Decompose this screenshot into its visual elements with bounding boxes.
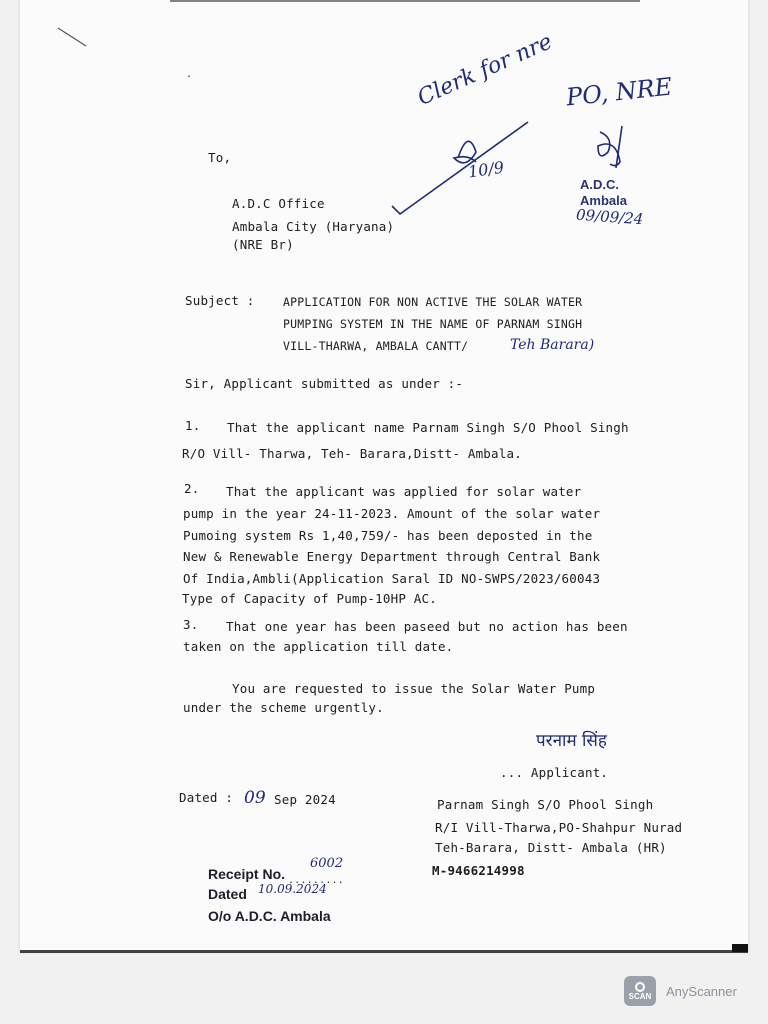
point-3-line-2: taken on the application till date. — [183, 639, 454, 654]
recipient-line-2: Ambala City (Haryana) — [232, 219, 395, 234]
point-1-line-2: R/O Vill- Tharwa, Teh- Barara,Distt- Ambala. — [182, 446, 522, 461]
to-label: To, — [208, 150, 232, 165]
request-line-2: under the scheme urgently. — [183, 700, 384, 715]
page-top-edge — [170, 0, 640, 2]
dated-day: 09 — [244, 788, 266, 808]
subject-line-1: APPLICATION FOR NON ACTIVE THE SOLAR WATER — [283, 295, 583, 309]
stamp-date: 09/09/24 — [575, 205, 644, 229]
watermark-app-name: AnyScanner — [666, 983, 737, 999]
recipient-line-3: (NRE Br) — [232, 237, 294, 252]
point-1-line-1: That the applicant name Parnam Singh S/O Phool Singh — [227, 420, 629, 435]
marginal-note: Clerk for nre — [414, 29, 557, 111]
applicant-signature: परनाम सिंह — [536, 731, 607, 751]
salutation: Sir, Applicant submitted as under :- — [185, 376, 464, 391]
receipt-dated-value: 10.09.2024 — [258, 882, 327, 896]
point-2-line-2: pump in the year 24-11-2023. Amount of the solar water — [183, 506, 601, 521]
receipt-number-value: 6002 — [310, 856, 344, 871]
scan-app-icon — [624, 976, 656, 1006]
page-corner-mark — [732, 944, 748, 952]
point-2-line-1: That the applicant was applied for solar water — [226, 484, 582, 499]
point-3-line-1: That one year has been paseed but no action has been — [226, 619, 628, 634]
point-3-number: 3. — [183, 617, 199, 632]
stamp-title: A.D.C. — [580, 177, 619, 192]
applicant-mobile: M-9466214998 — [432, 863, 525, 878]
stamp-place: Ambala — [580, 193, 627, 208]
subject-handwritten: Teh Barara) — [510, 337, 595, 353]
point-2-line-5: Of India,Ambli(Application Saral ID NO-SWPS/2023/60043 — [183, 571, 601, 586]
stray-dot: . — [186, 69, 193, 80]
subject-line-3: VILL-THARWA, AMBALA CANTT/ — [283, 339, 469, 353]
applicant-address-2: Teh-Barara, Distt- Ambala (HR) — [435, 840, 667, 855]
closing-applicant: ... Applicant. — [500, 765, 609, 780]
receipt-dated-label: Dated — [208, 886, 247, 902]
point-2-line-3: Pumoing system Rs 1,40,759/- has been deposted in the — [183, 528, 593, 543]
receipt-number-label: Receipt No. — [208, 866, 286, 882]
pen-mark — [56, 26, 88, 48]
applicant-address-1: R/I Vill-Tharwa,PO-Shahpur Nurad — [435, 820, 683, 835]
request-line-1: You are requested to issue the Solar Water Pump — [232, 681, 596, 696]
initial-signature-stroke — [388, 118, 538, 218]
subject-line-2: PUMPING SYSTEM IN THE NAME OF PARNAM SINGH — [283, 317, 583, 331]
subject-label: Subject : — [185, 293, 255, 308]
dated-month-year: Sep 2024 — [274, 792, 336, 807]
page-bottom-edge — [20, 950, 748, 953]
point-2-number: 2. — [184, 481, 200, 496]
point-1-number: 1. — [185, 418, 201, 433]
receipt-number-dots: ......... — [288, 875, 344, 886]
point-2-line-4: New & Renewable Energy Department through Central Bank — [183, 549, 601, 564]
scan-app-icon-label: SCAN — [628, 991, 652, 1001]
anyscanner-watermark — [624, 976, 737, 1006]
marginal-note-po-nre: PO, NRE — [564, 72, 674, 112]
stamp-initials — [592, 124, 632, 174]
receipt-office: O/o A.D.C. Ambala — [208, 908, 331, 924]
recipient-line-1: A.D.C Office — [232, 196, 325, 211]
dated-label: Dated : — [179, 790, 234, 805]
applicant-name: Parnam Singh S/O Phool Singh — [437, 797, 654, 812]
point-2-line-6: Type of Capacity of Pump-10HP AC. — [182, 591, 437, 606]
initial-date: 10/9 — [466, 157, 506, 182]
